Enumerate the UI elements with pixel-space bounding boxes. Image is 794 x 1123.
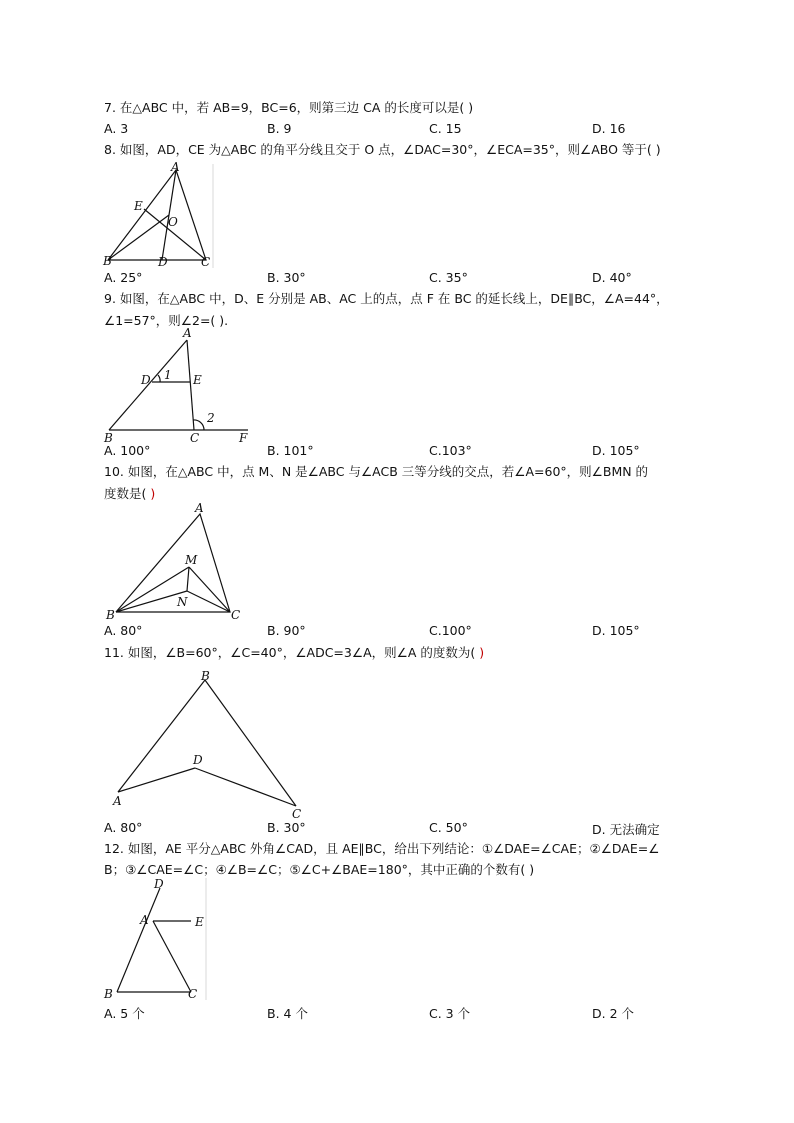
q12-figure [100, 874, 220, 1004]
q9-angle-2-arc [193, 420, 204, 430]
q9-label-e: E [193, 373, 202, 387]
q11-label-a: A [113, 794, 122, 808]
q11-label-b: B [201, 669, 210, 683]
q8-stem: 8. 如图，AD，CE 为△ABC 的角平分线且交于 O 点，∠DAC=30°，∠ECA=35°，则∠ABO 等于( ) [104, 142, 661, 157]
q8-triangle-abc [108, 170, 206, 260]
q10-option-a[interactable]: A. 80° [104, 623, 143, 638]
q8-option-d[interactable]: D. 40° [592, 270, 632, 285]
q10-figure [100, 500, 250, 622]
q10-answer-paren: ) [146, 486, 156, 501]
q9-stem-line1: 9. 如图，在△ABC 中，D、E 分别是 AB、AC 上的点，点 F 在 BC 的延长线上，DE∥BC，∠A=44°， [104, 291, 669, 306]
q9-label-2: 2 [207, 411, 215, 425]
q8-label-a: A [171, 160, 180, 174]
q8-option-b[interactable]: B. 30° [267, 270, 306, 285]
q8-label-b: B [103, 254, 112, 268]
q11-label-c: C [292, 807, 302, 821]
q10-option-d[interactable]: D. 105° [592, 623, 640, 638]
q9-options [104, 443, 664, 459]
q10-options [104, 623, 664, 639]
q12-label-d: D [154, 877, 164, 891]
q12-line-db [117, 888, 160, 992]
q9-figure [100, 326, 260, 446]
q9-stem-line2: ∠1=57°，则∠2=( ). [104, 313, 229, 328]
q11-answer-paren: ) [475, 645, 485, 660]
q9-angle-1-arc [158, 375, 160, 382]
q12-side-ac [153, 921, 191, 992]
q10-label-a: A [195, 501, 204, 515]
q10-option-c[interactable]: C.100° [429, 623, 472, 638]
q9-label-1: 1 [164, 368, 172, 382]
q9-option-a[interactable]: A. 100° [104, 443, 151, 458]
q12-label-c: C [188, 987, 198, 1001]
q10-segment-cm [189, 567, 230, 612]
q10-triangle-abc [116, 514, 230, 612]
q10-label-m: M [185, 553, 198, 567]
q9-option-d[interactable]: D. 105° [592, 443, 640, 458]
q12-label-b: B [104, 987, 113, 1001]
q8-label-c: C [201, 255, 211, 269]
q12-option-d[interactable]: D. 2 个 [592, 1006, 634, 1021]
q11-segment-ad [118, 768, 195, 792]
q8-label-e: E [134, 199, 143, 213]
q12-label-e: E [195, 915, 204, 929]
q11-option-c[interactable]: C. 50° [429, 820, 468, 835]
q11-stem-text: 11. 如图，∠B=60°，∠C=40°，∠ADC=3∠A，则∠A 的度数为( [104, 645, 476, 660]
q12-stem-line2: B；③∠CAE=∠C；④∠B=∠C；⑤∠C+∠BAE=180°，其中正确的个数有( ) [104, 862, 535, 877]
q12-option-a[interactable]: A. 5 个 [104, 1006, 145, 1021]
q11-option-d[interactable]: D. 无法确定 [592, 822, 660, 837]
q7-option-b[interactable]: B. 9 [267, 121, 292, 136]
q9-option-c[interactable]: C.103° [429, 443, 472, 458]
q10-label-b: B [106, 608, 115, 622]
q10-stem-text: 度数是( [104, 486, 147, 501]
q9-label-f: F [239, 431, 248, 445]
q10-segment-mn [187, 567, 189, 591]
q7-options [104, 121, 664, 137]
q8-option-a[interactable]: A. 25° [104, 270, 143, 285]
q11-options [104, 820, 664, 836]
q9-label-d: D [141, 373, 151, 387]
q12-label-a: A [140, 913, 149, 927]
q8-segment-bo [108, 215, 169, 260]
q12-option-b[interactable]: B. 4 个 [267, 1006, 308, 1021]
q11-segment-dc [195, 768, 296, 806]
q10-option-b[interactable]: B. 90° [267, 623, 306, 638]
q11-side-bc [205, 680, 296, 806]
q12-stem-line1: 12. 如图，AE 平分△ABC 外角∠CAD，且 AE∥BC，给出下列结论：①∠DAE=∠CAE；②∠DAE=∠ [104, 841, 660, 856]
q11-stem [104, 645, 484, 661]
q11-option-a[interactable]: A. 80° [104, 820, 143, 835]
q10-segment-cn [187, 591, 230, 612]
q7-option-a[interactable]: A. 3 [104, 121, 129, 136]
q9-label-a: A [183, 326, 192, 340]
q10-label-n: N [177, 595, 188, 609]
q8-label-o: O [168, 215, 178, 229]
q8-options [104, 270, 664, 286]
q7-option-c[interactable]: C. 15 [429, 121, 462, 136]
q11-label-d: D [193, 753, 203, 767]
q12-option-c[interactable]: C. 3 个 [429, 1006, 471, 1021]
q10-stem-line1: 10. 如图，在△ABC 中，点 M、N 是∠ABC 与∠ACB 三等分线的交点，若∠A=60°，则∠BMN 的 [104, 464, 649, 479]
q9-label-b: B [104, 431, 113, 445]
q7-option-d[interactable]: D. 16 [592, 121, 626, 136]
q7-stem: 7. 在△ABC 中，若 AB=9，BC=6，则第三边 CA 的长度可以是( ) [104, 100, 474, 115]
q9-option-b[interactable]: B. 101° [267, 443, 314, 458]
q11-option-b[interactable]: B. 30° [267, 820, 306, 835]
q12-options [104, 1004, 664, 1020]
q8-label-d: D [158, 255, 168, 269]
q9-label-c: C [190, 431, 200, 445]
q11-figure [100, 664, 320, 824]
q8-option-c[interactable]: C. 35° [429, 270, 468, 285]
q8-figure [100, 160, 220, 272]
q10-label-c: C [231, 608, 241, 622]
q11-side-ab [118, 680, 205, 792]
